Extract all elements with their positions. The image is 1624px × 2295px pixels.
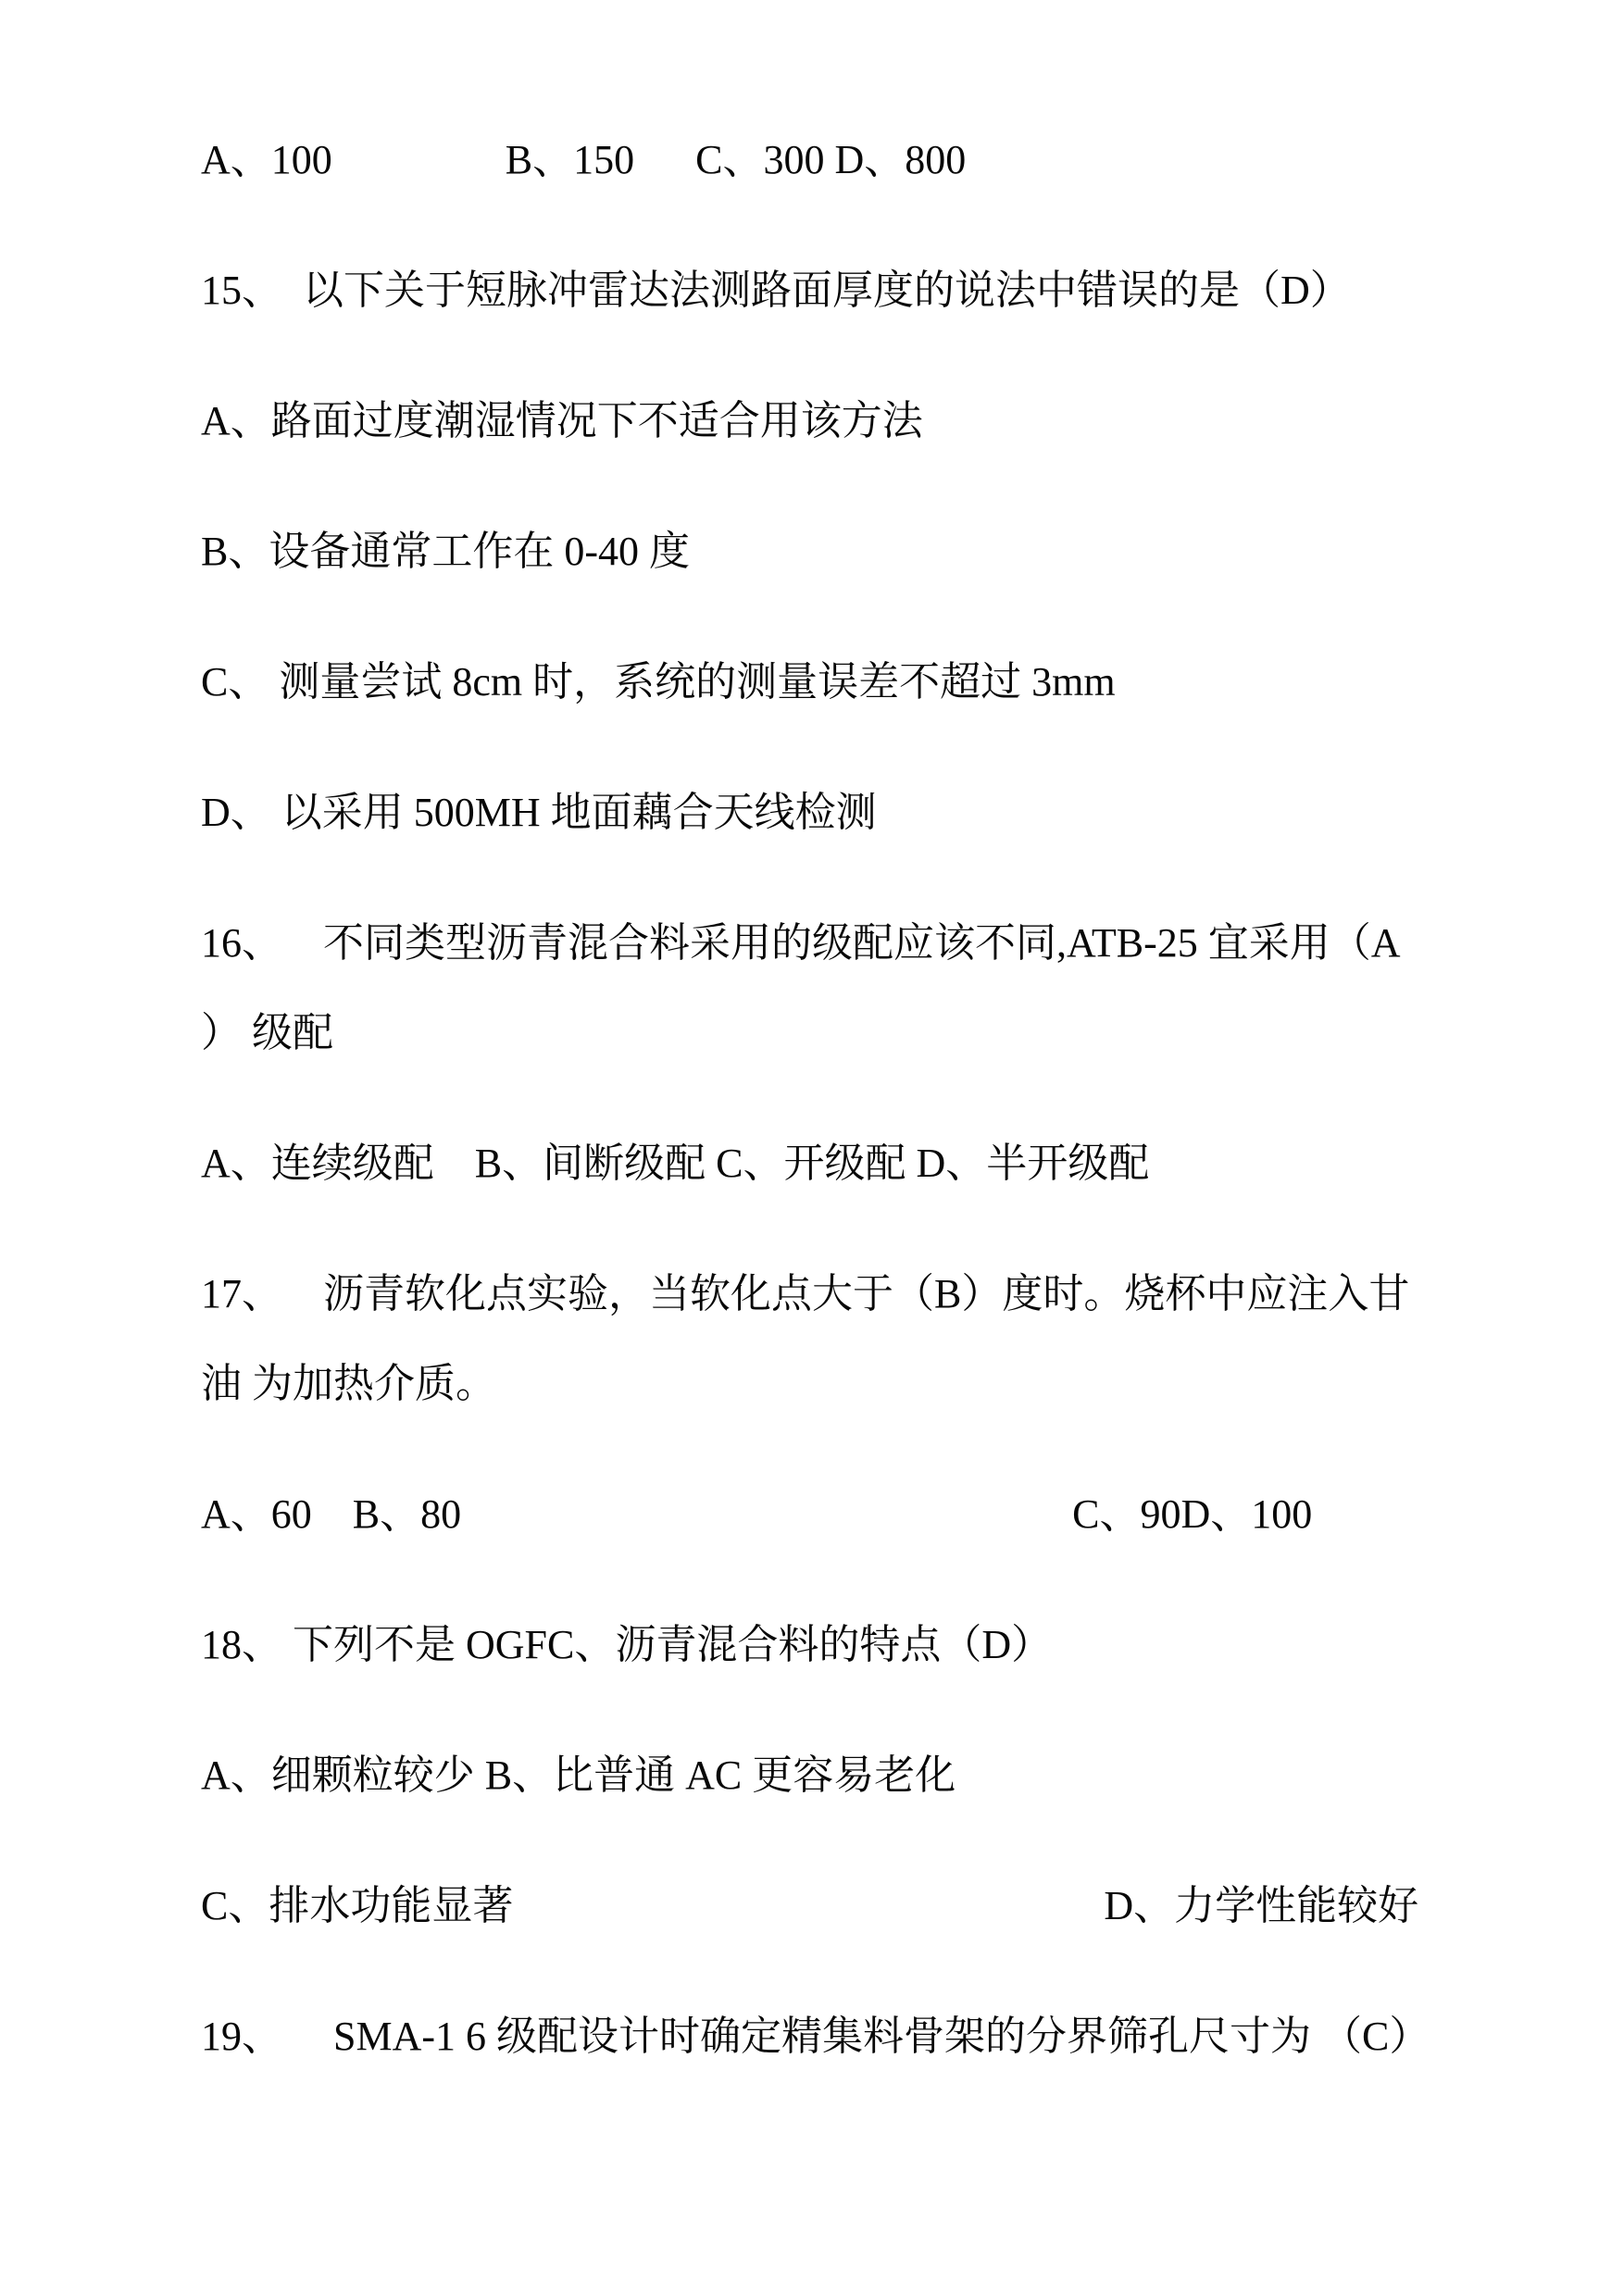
q15-option-a-line: A、路面过度潮湿情况下不适合用该方法 xyxy=(201,398,923,443)
q16-options-line: A、连续级配 B、间断级配 C、开级配 D、半开级配 xyxy=(201,1141,1150,1186)
q17-question-line-1: 17、 沥青软化点实验，当软化点大于（B）度时。烧杯中应注入甘 xyxy=(201,1271,1410,1316)
q18-options-cd-line: C、排水功能显著 D、力学性能较好 xyxy=(201,1883,1419,1928)
q19-question-line: 19、 SMA-1 6 级配设计时确定精集料骨架的分界筛孔尺寸为 （C） xyxy=(201,2014,1430,2059)
q17-question-line-2: 油 为加热介质。 xyxy=(201,1361,496,1406)
q15-question-line: 15、 以下关于短脉冲雷达法测路面厚度的说法中错误的是（D） xyxy=(201,268,1351,313)
q15-option-d-line: D、 以采用 500MH 地面藕合天线检测 xyxy=(201,790,877,835)
q16-question-line-2: ） 级配 xyxy=(201,1010,333,1055)
q16-question-line-1: 16、 不同类型沥青混合料采用的级配应该不同,ATB-25 宜采用（A xyxy=(201,920,1401,966)
q17-options-line: A、60 B、80 C、90D、100 xyxy=(201,1491,1313,1537)
q15-option-c-line: C、 测量尝试 8cm 时，系统的测量误差不超过 3mm xyxy=(201,659,1116,705)
q14-options-line: A、100 B、150 C、300 D、800 xyxy=(201,137,967,182)
q15-option-b-line: B、设备通常工作在 0-40 度 xyxy=(201,529,690,574)
q18-question-line: 18、 下列不是 OGFC、沥青混合料的特点（D） xyxy=(201,1622,1053,1667)
q18-options-ab-line: A、细颗粒较少 B、比普通 AC 更容易老化 xyxy=(201,1752,956,1798)
